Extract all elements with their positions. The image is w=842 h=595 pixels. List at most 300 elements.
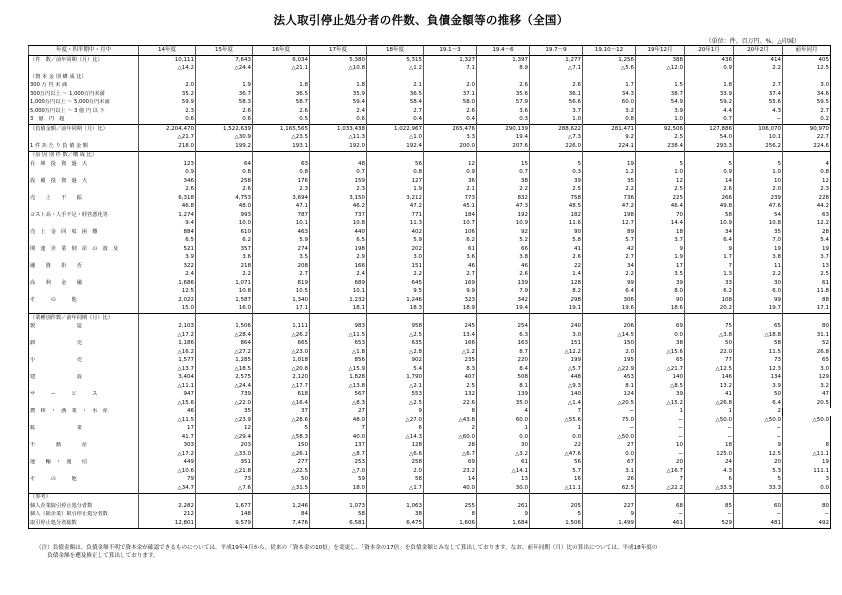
- table-cell: 14: [685, 177, 734, 186]
- table-cell: 90,970: [783, 125, 831, 134]
- table-cell: 2.3: [253, 186, 310, 195]
- table-cell: 448: [530, 374, 583, 383]
- table-cell: △3.8: [685, 331, 734, 340]
- column-header: 20年1月: [685, 46, 734, 56]
- table-cell: △15.6: [139, 399, 196, 408]
- row-label: 300万円以上 〜 1,000万円未満: [29, 90, 139, 99]
- table-cell: 2: [424, 425, 477, 434]
- table-cell: △12.0: [636, 65, 685, 74]
- table-cell: 90: [636, 296, 685, 305]
- table-cell: △30.9: [196, 134, 253, 143]
- table-cell: 1,186: [139, 340, 196, 349]
- column-header: 19.1〜3: [424, 46, 477, 56]
- table-cell: △11.1: [783, 450, 831, 459]
- row-label: [29, 348, 139, 357]
- table-cell: 255: [424, 502, 477, 511]
- table-cell: 5,380: [310, 56, 367, 65]
- table-cell: △8.7: [310, 450, 367, 459]
- table-cell: 58.3: [196, 99, 253, 108]
- table-cell: −: [685, 433, 734, 442]
- table-cell: 238.4: [636, 142, 685, 151]
- table-cell: [367, 314, 424, 323]
- table-cell: 8.3: [424, 365, 477, 374]
- table-cell: 1,606: [424, 519, 477, 528]
- table-cell: 346: [139, 177, 196, 186]
- table-cell: 15.0: [139, 305, 196, 314]
- column-header: 20年2月: [734, 46, 783, 56]
- table-cell: △15.6: [636, 348, 685, 357]
- table-cell: 5.8: [530, 237, 583, 246]
- row-label: 3 億 円 超: [29, 116, 139, 125]
- table-cell: 9,579: [196, 519, 253, 528]
- table-row: [29, 305, 831, 314]
- table-row: [29, 314, 831, 323]
- table-cell: △26.2: [253, 331, 310, 340]
- table-row: [29, 519, 831, 528]
- table-cell: 2,120: [253, 374, 310, 383]
- table-cell: 35.9: [310, 90, 367, 99]
- table-cell: 8.1: [583, 382, 636, 391]
- table-cell: 132: [424, 391, 477, 400]
- row-label: そ の 他: [29, 296, 139, 305]
- table-cell: 1.9: [196, 82, 253, 91]
- table-cell: 832: [477, 194, 530, 203]
- table-header-row: [29, 46, 831, 56]
- footnote: [36, 544, 816, 560]
- table-cell: 6.2: [424, 237, 477, 246]
- unit-note: （単位：件、百万円、%、△印減）: [705, 38, 800, 45]
- table-cell: 69: [636, 323, 685, 332]
- column-header: 15年度: [196, 46, 253, 56]
- table-cell: 46.2: [310, 203, 367, 212]
- table-cell: 24: [685, 459, 734, 468]
- row-label: 1,000万円以上 〜 5,000万円未満: [29, 99, 139, 108]
- row-label: コスト高・人手不足・経営悪化等: [29, 211, 139, 220]
- table-cell: 22.0: [685, 348, 734, 357]
- table-cell: 0.9: [424, 169, 477, 178]
- table-cell: 0.2: [783, 116, 831, 125]
- table-cell: 2.4: [310, 107, 367, 116]
- table-cell: [783, 151, 831, 160]
- row-label: 在 庫 投 資 過 大: [29, 160, 139, 169]
- table-cell: △21.8: [196, 467, 253, 476]
- table-cell: △16.7: [636, 467, 685, 476]
- table-cell: 19: [583, 160, 636, 169]
- table-row: [29, 186, 831, 195]
- table-cell: 12: [196, 425, 253, 434]
- table-cell: 3,404: [139, 374, 196, 383]
- table-cell: 220: [477, 357, 530, 366]
- table-cell: 22: [530, 442, 583, 451]
- table-cell: 2.7: [367, 107, 424, 116]
- table-cell: 48.0: [310, 416, 367, 425]
- table-cell: 1,063: [367, 502, 424, 511]
- table-cell: 77: [685, 357, 734, 366]
- table-cell: 54.9: [636, 99, 685, 108]
- table-cell: 85: [685, 502, 734, 511]
- row-label: 売 上 不 振: [29, 194, 139, 203]
- table-cell: 18.9: [424, 305, 477, 314]
- table-cell: 2.6: [424, 107, 477, 116]
- table-cell: [139, 151, 196, 160]
- table-cell: 10: [734, 177, 783, 186]
- table-row: [29, 511, 831, 520]
- table-cell: 1.0: [734, 169, 783, 178]
- table-cell: 123: [139, 160, 196, 169]
- table-row: [29, 271, 831, 280]
- table-cell: 28: [424, 442, 477, 451]
- table-cell: 192.4: [367, 142, 424, 151]
- row-label: [29, 484, 139, 493]
- table-cell: 150: [583, 340, 636, 349]
- table-cell: 12.3: [734, 365, 783, 374]
- table-cell: [253, 314, 310, 323]
- table-row: [29, 142, 831, 151]
- table-cell: [367, 493, 424, 502]
- table-cell: 68: [636, 502, 685, 511]
- table-cell: 7: [310, 425, 367, 434]
- table-cell: 6.4: [685, 237, 734, 246]
- table-cell: 2.3: [139, 107, 196, 116]
- table-cell: 90: [530, 228, 583, 237]
- table-row: [29, 160, 831, 169]
- table-cell: △17.2: [139, 450, 196, 459]
- table-row: [29, 279, 831, 288]
- table-cell: 983: [310, 323, 367, 332]
- table-cell: 2.7: [424, 271, 477, 280]
- table-cell: 56: [530, 459, 583, 468]
- table-cell: 58: [367, 476, 424, 485]
- table-cell: △1.4: [530, 399, 583, 408]
- table-cell: 2,282: [139, 502, 196, 511]
- table-cell: 864: [196, 340, 253, 349]
- table-cell: 63: [253, 160, 310, 169]
- table-cell: [783, 493, 831, 502]
- table-cell: 8: [783, 442, 831, 451]
- table-cell: 3,694: [253, 194, 310, 203]
- table-cell: 653: [310, 340, 367, 349]
- table-cell: 6.0: [734, 288, 783, 297]
- table-cell: [583, 314, 636, 323]
- table-row: [29, 73, 831, 82]
- table-cell: 199.2: [196, 142, 253, 151]
- table-cell: 610: [196, 228, 253, 237]
- table-cell: −: [783, 511, 831, 520]
- table-cell: 1,256: [583, 56, 636, 65]
- table-cell: △3.2: [477, 450, 530, 459]
- table-cell: 1,686: [139, 279, 196, 288]
- table-cell: 2.2: [196, 271, 253, 280]
- table-cell: △21.7: [636, 365, 685, 374]
- table-cell: 0.8: [196, 169, 253, 178]
- table-cell: 44.2: [783, 203, 831, 212]
- table-cell: 2.4: [139, 271, 196, 280]
- table-cell: 6.2: [196, 237, 253, 246]
- row-label: [29, 399, 139, 408]
- table-cell: 134: [734, 374, 783, 383]
- table-cell: 28: [783, 228, 831, 237]
- table-cell: [636, 314, 685, 323]
- table-cell: 5.4: [367, 365, 424, 374]
- table-cell: △6.7: [424, 450, 477, 459]
- table-cell: 0.9: [685, 169, 734, 178]
- table-cell: 198: [583, 211, 636, 220]
- table-cell: 34.6: [783, 90, 831, 99]
- table-cell: 39: [636, 391, 685, 400]
- table-cell: 13.4: [424, 331, 477, 340]
- table-row: [29, 502, 831, 511]
- row-label: 売 上 金 回 収 困 難: [29, 228, 139, 237]
- table-cell: △26.8: [685, 399, 734, 408]
- table-cell: 58.4: [367, 99, 424, 108]
- table-cell: 1,274: [139, 211, 196, 220]
- table-cell: −: [636, 450, 685, 459]
- table-cell: 9.9: [424, 288, 477, 297]
- table-cell: 36.5: [253, 90, 310, 99]
- table-cell: △22.9: [583, 365, 636, 374]
- table-cell: 2.6: [530, 254, 583, 263]
- table-cell: △1.2: [367, 65, 424, 74]
- table-cell: 2.6: [253, 107, 310, 116]
- table-row: [29, 125, 831, 134]
- column-header: 14年度: [139, 46, 196, 56]
- table-cell: 8.7: [477, 348, 530, 357]
- table-cell: 6.4: [583, 288, 636, 297]
- table-cell: 2.2: [367, 271, 424, 280]
- table-cell: △7.3: [530, 134, 583, 143]
- table-cell: 0.8: [583, 116, 636, 125]
- table-cell: △55.6: [530, 416, 583, 425]
- table-cell: 240: [530, 323, 583, 332]
- table-cell: 3.7: [783, 254, 831, 263]
- table-row: [29, 493, 831, 502]
- table-cell: 9: [685, 245, 734, 254]
- table-cell: △15.9: [310, 365, 367, 374]
- table-cell: [310, 493, 367, 502]
- table-cell: 226.0: [530, 142, 583, 151]
- table-cell: [734, 314, 783, 323]
- table-cell: 218.0: [139, 142, 196, 151]
- row-label: 個人（除企業）取引停止処分者数: [29, 511, 139, 520]
- table-cell: 3.5: [253, 254, 310, 263]
- table-cell: 73: [734, 357, 783, 366]
- table-cell: 1,340: [253, 296, 310, 305]
- table-cell: 129: [783, 374, 831, 383]
- table-cell: 34: [583, 262, 636, 271]
- table-cell: [196, 73, 253, 82]
- table-cell: △29.4: [196, 433, 253, 442]
- table-cell: [477, 151, 530, 160]
- table-cell: 146: [685, 374, 734, 383]
- table-cell: 84: [253, 511, 310, 520]
- table-cell: △5.7: [530, 365, 583, 374]
- table-cell: 18.6: [636, 305, 685, 314]
- table-cell: 1,232: [310, 296, 367, 305]
- table-cell: △16.4: [253, 399, 310, 408]
- table-cell: 37.1: [424, 90, 477, 99]
- table-cell: 0.8: [253, 169, 310, 178]
- table-cell: 11.6: [530, 220, 583, 229]
- table-cell: 453: [583, 374, 636, 383]
- table-cell: 342: [477, 296, 530, 305]
- table-cell: 9.5: [367, 288, 424, 297]
- footnote-line: （注）負債金額は、負債金額不明で資本金が確認できるものについては、平成19年4月から、従来の「資本金の10倍」を変更し、「資本金の17倍」を負債金額とみなして算出しております。なお、前年同期（月）比の算出については、平成18年度の: [36, 545, 658, 551]
- table-cell: △22.2: [636, 484, 685, 493]
- table-cell: [477, 73, 530, 82]
- column-header: 19.4〜6: [477, 46, 530, 56]
- table-cell: 758: [530, 194, 583, 203]
- table-cell: △1.8: [310, 348, 367, 357]
- table-cell: 37.4: [734, 90, 783, 99]
- table-cell: △33.3: [685, 484, 734, 493]
- table-cell: 41: [685, 391, 734, 400]
- table-cell: 212: [139, 511, 196, 520]
- row-label: 不 動 産: [29, 442, 139, 451]
- table-cell: 80: [783, 502, 831, 511]
- table-cell: 36.1: [530, 90, 583, 99]
- table-row: [29, 484, 831, 493]
- table-cell: 17: [139, 425, 196, 434]
- table-cell: △11.1: [530, 484, 583, 493]
- table-cell: 1,246: [367, 296, 424, 305]
- table-cell: 2: [734, 408, 783, 417]
- table-cell: 5.9: [253, 237, 310, 246]
- table-cell: 47.1: [253, 203, 310, 212]
- table-cell: △12.5: [685, 365, 734, 374]
- table-cell: 2.6: [196, 107, 253, 116]
- table-cell: 1,506: [530, 519, 583, 528]
- table-cell: 2.0: [583, 348, 636, 357]
- table-cell: △50.0: [734, 416, 783, 425]
- table-cell: 200.0: [424, 142, 477, 151]
- table-cell: 224.6: [783, 142, 831, 151]
- table-cell: 40.0: [310, 433, 367, 442]
- table-cell: −: [734, 116, 783, 125]
- table-cell: 739: [196, 391, 253, 400]
- table-cell: 2.3: [310, 186, 367, 195]
- row-label: （件 数／前年同期（月）比）: [29, 56, 139, 65]
- table-row: [29, 382, 831, 391]
- table-cell: △2.5: [367, 399, 424, 408]
- table-cell: 265,476: [424, 125, 477, 134]
- table-row: [29, 416, 831, 425]
- table-cell: 12: [636, 177, 685, 186]
- table-cell: 56: [367, 160, 424, 169]
- table-cell: 737: [310, 211, 367, 220]
- table-cell: 0.9: [685, 65, 734, 74]
- table-cell: 3.9: [734, 382, 783, 391]
- table-cell: [253, 493, 310, 502]
- table-cell: 41: [530, 245, 583, 254]
- table-cell: 0.9: [139, 169, 196, 178]
- table-row: [29, 245, 831, 254]
- table-cell: 508: [477, 374, 530, 383]
- table-cell: 1.0: [530, 116, 583, 125]
- table-cell: 19.6: [583, 305, 636, 314]
- table-cell: 1,327: [424, 56, 477, 65]
- table-cell: 228: [783, 194, 831, 203]
- table-row: [29, 357, 831, 366]
- table-cell: 1.0: [636, 169, 685, 178]
- table-cell: 5: [530, 160, 583, 169]
- table-cell: 3.2: [583, 107, 636, 116]
- table-cell: 108: [685, 296, 734, 305]
- row-label: 関 連 企 業 倒 産 の 波 及: [29, 245, 139, 254]
- row-label: 建 設: [29, 374, 139, 383]
- table-cell: 33.9: [685, 90, 734, 99]
- row-label: [29, 220, 139, 229]
- table-cell: 3.6: [477, 107, 530, 116]
- table-cell: 64: [196, 160, 253, 169]
- table-cell: 258: [196, 177, 253, 186]
- table-cell: 65: [636, 357, 685, 366]
- table-cell: 2.5: [636, 186, 685, 195]
- table-cell: 75.0: [583, 416, 636, 425]
- table-cell: 6.5: [310, 237, 367, 246]
- table-cell: △6.6: [367, 450, 424, 459]
- table-cell: 9: [636, 245, 685, 254]
- table-cell: −: [734, 511, 783, 520]
- table-cell: 3.5: [636, 271, 685, 280]
- table-cell: 35.0: [477, 399, 530, 408]
- table-cell: 31.1: [783, 331, 831, 340]
- table-cell: 9: [734, 442, 783, 451]
- table-cell: 2.7: [734, 82, 783, 91]
- row-label: 設 備 投 資 過 大: [29, 177, 139, 186]
- table-cell: 182: [530, 211, 583, 220]
- table-cell: 298: [530, 296, 583, 305]
- table-cell: 0.3: [530, 169, 583, 178]
- table-cell: −: [583, 425, 636, 434]
- table-cell: 1,522,639: [196, 125, 253, 134]
- table-cell: 59.9: [139, 99, 196, 108]
- table-cell: 5.7: [583, 237, 636, 246]
- statistics-table: [28, 45, 831, 529]
- table-cell: 1.9: [636, 254, 685, 263]
- table-cell: △31.5: [253, 484, 310, 493]
- table-cell: △10.6: [139, 467, 196, 476]
- table-cell: 4.3: [685, 467, 734, 476]
- table-cell: 274: [253, 245, 310, 254]
- table-cell: [783, 425, 831, 434]
- table-cell: 1,506: [196, 323, 253, 332]
- table-cell: △18.5: [196, 365, 253, 374]
- table-cell: 440: [310, 228, 367, 237]
- table-cell: 11.5: [734, 348, 783, 357]
- table-row: [29, 288, 831, 297]
- table-cell: 8.1: [477, 382, 530, 391]
- table-cell: 2.2: [734, 271, 783, 280]
- table-row: [29, 194, 831, 203]
- table-cell: 1.7: [685, 254, 734, 263]
- table-cell: −: [583, 408, 636, 417]
- table-cell: 19: [783, 245, 831, 254]
- table-cell: 7,476: [253, 519, 310, 528]
- table-cell: 15: [477, 160, 530, 169]
- table-cell: 3,212: [367, 194, 424, 203]
- table-cell: [139, 73, 196, 82]
- table-cell: 856: [310, 357, 367, 366]
- table-cell: 0.0: [636, 331, 685, 340]
- row-label: [29, 433, 139, 442]
- table-cell: 10.8: [734, 220, 783, 229]
- table-cell: 27: [583, 442, 636, 451]
- table-cell: 106,070: [734, 125, 783, 134]
- table-cell: 99: [583, 279, 636, 288]
- table-cell: 0.4: [424, 116, 477, 125]
- table-cell: 3,150: [310, 194, 367, 203]
- table-cell: 2.5: [424, 382, 477, 391]
